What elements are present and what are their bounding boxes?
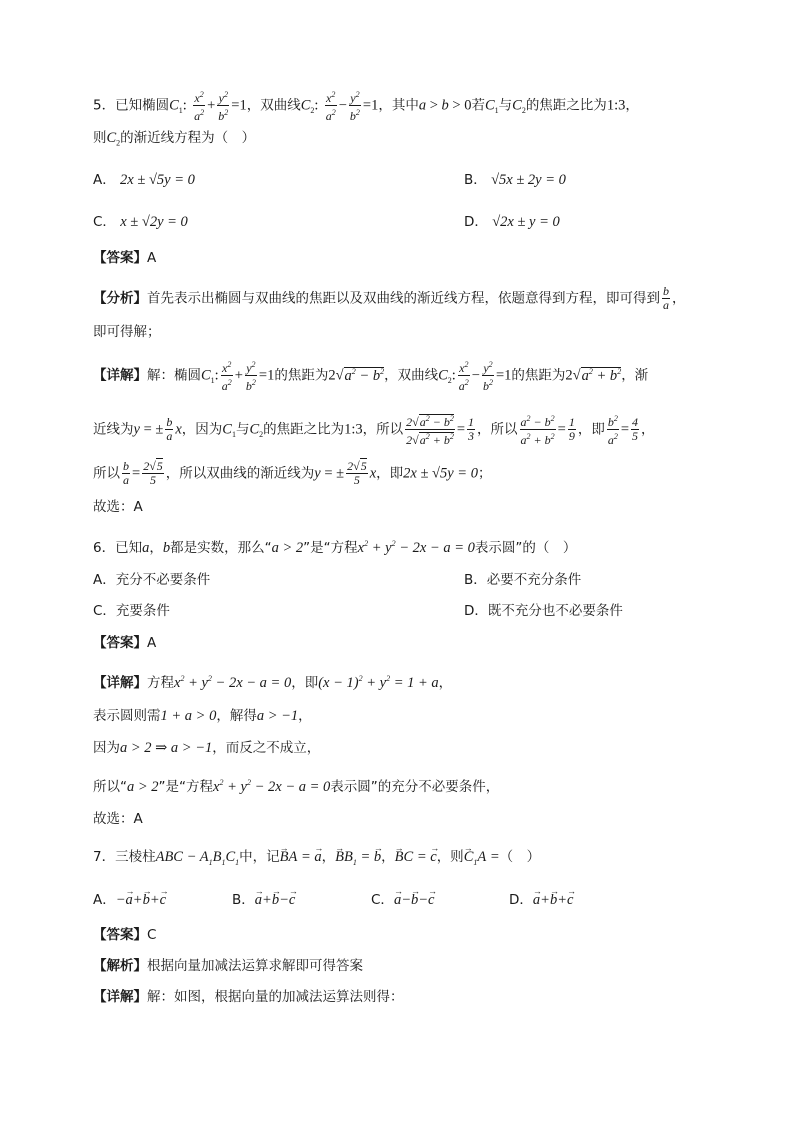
q5-stem-line1: 5．已知椭圆$C_1$: $\frac{x^2}{a^2}$ + $\frac{y^2}{b^2}$ =1，双曲线$C_2$: $\frac{x^2}{a^2}$ − $\frac{y^2}{b^2}$ =1，其中a > b > 0若$C_1$与$C_2$的焦距之比为1:3，: [93, 90, 639, 123]
q7-option-c[interactable]: C．→ a−→ b−→ c: [371, 890, 434, 910]
q5-conclusion: 故选：A: [93, 499, 143, 515]
q6-option-b[interactable]: B．必要不充分条件: [464, 572, 582, 588]
q7-stem: 7．三棱柱ABC − $A_1B_1C_1$中，记→ BA = → a，→ $BB_1$ = → b，→ BC = → c，则→ $C_1A$ =（ ）: [93, 847, 540, 873]
q7-options: [93, 890, 713, 910]
q5-analysis: 【分析】首先表示出椭圆与双曲线的焦距以及双曲线的渐近线方程，依题意得到方程，即可得到 $\frac{b}{a}$ ，: [93, 284, 686, 312]
q6-stem: 6．已知a，b都是实数，那么“a > 2”是“方程$x^2 + y^2 - 2x - a = 0$表示圆”的（ ）: [93, 539, 577, 556]
q6-conclusion: 故选：A: [93, 811, 143, 827]
q6-options-row1: [93, 570, 713, 590]
q5-options-row1: [93, 170, 713, 190]
q7-option-b[interactable]: B．→ a+→ b−→ c: [232, 890, 295, 910]
q6-detail-line1: 【详解】方程$x^2 + y^2 - 2x - a = 0$，即$(x - 1)^2 + y^2 = 1 + a$，: [93, 674, 453, 691]
q5-answer: 【答案】A: [93, 250, 157, 266]
q5-option-c[interactable]: C． x ± √2y = 0: [93, 214, 188, 230]
q5-options-row2: [93, 212, 713, 232]
q6-detail-line4: 所以“a > 2”是“方程$x^2 + y^2 - 2x - a = 0$表示圆”的充分不必要条件，: [93, 778, 500, 795]
q5-option-b[interactable]: B． √5x ± 2y = 0: [464, 172, 566, 188]
q5-detail-line1: 【详解】解：椭圆$C_1$: $\frac{x^2}{a^2}$ + $\frac{y^2}{b^2}$ =1的焦距为$2√a^2 - b^2$，双曲线$C_2$: $\frac{x^2}{a^2}$ − $\frac{y^2}{b^2}$ =1的焦距为$2√a^2 + b^2$，渐: [93, 360, 649, 393]
q7-analysis: 【解析】根据向量加减法运算求解即可得答案: [93, 958, 363, 974]
q5-detail-line2: 近线为y = ± $\frac{b}{a}$ x，因为$C_1$与$C_2$的焦距之比为1:3，所以 $\frac{2√a^2 - b^2}{2√a^2 + b^2}$ = $\frac{1}{3}$ ，所以 $\frac{a^2 - b^2}{a^2 + b^2}$ = $\frac{1}{9}$ ，即 $\frac{b^2}{a^2}$ = $\frac{4}{5}$ ，: [93, 414, 655, 447]
q7-option-a[interactable]: A．−→ a+→ b+→ c: [93, 892, 166, 908]
q5-option-a[interactable]: A． 2x ± √5y = 0: [93, 172, 195, 188]
q5-analysis-line2: 即可得解；: [93, 324, 161, 340]
q5-stem-line2: 则$C_2$的渐近线方程为（ ）: [93, 130, 256, 148]
q6-option-c[interactable]: C．充要条件: [93, 603, 170, 619]
q6-options-row2: [93, 601, 713, 621]
q7-answer: 【答案】C: [93, 927, 157, 943]
q7-detail: 【详解】解：如图，根据向量的加减法运算法则得：: [93, 989, 404, 1005]
q5-detail-line3: 所以 $\frac{b}{a}$ = $\frac{2√5}{5}$ ，所以双曲线的渐近线为y = ± $\frac{2√5}{5}$ x，即2x ± √5y = 0；: [93, 459, 492, 487]
q6-detail-line3: 因为a > 2 ⇒ a > −1，而反之不成立，: [93, 740, 321, 756]
q7-option-d[interactable]: D．→ a+→ b+→ c: [509, 890, 573, 910]
q6-option-a[interactable]: A．充分不必要条件: [93, 572, 211, 588]
q6-option-d[interactable]: D．既不充分也不必要条件: [464, 603, 623, 619]
q6-answer: 【答案】A: [93, 635, 157, 651]
q6-detail-line2: 表示圆则需1 + a > 0，解得a > −1，: [93, 708, 312, 724]
q5-option-d[interactable]: D． √2x ± y = 0: [464, 214, 560, 230]
